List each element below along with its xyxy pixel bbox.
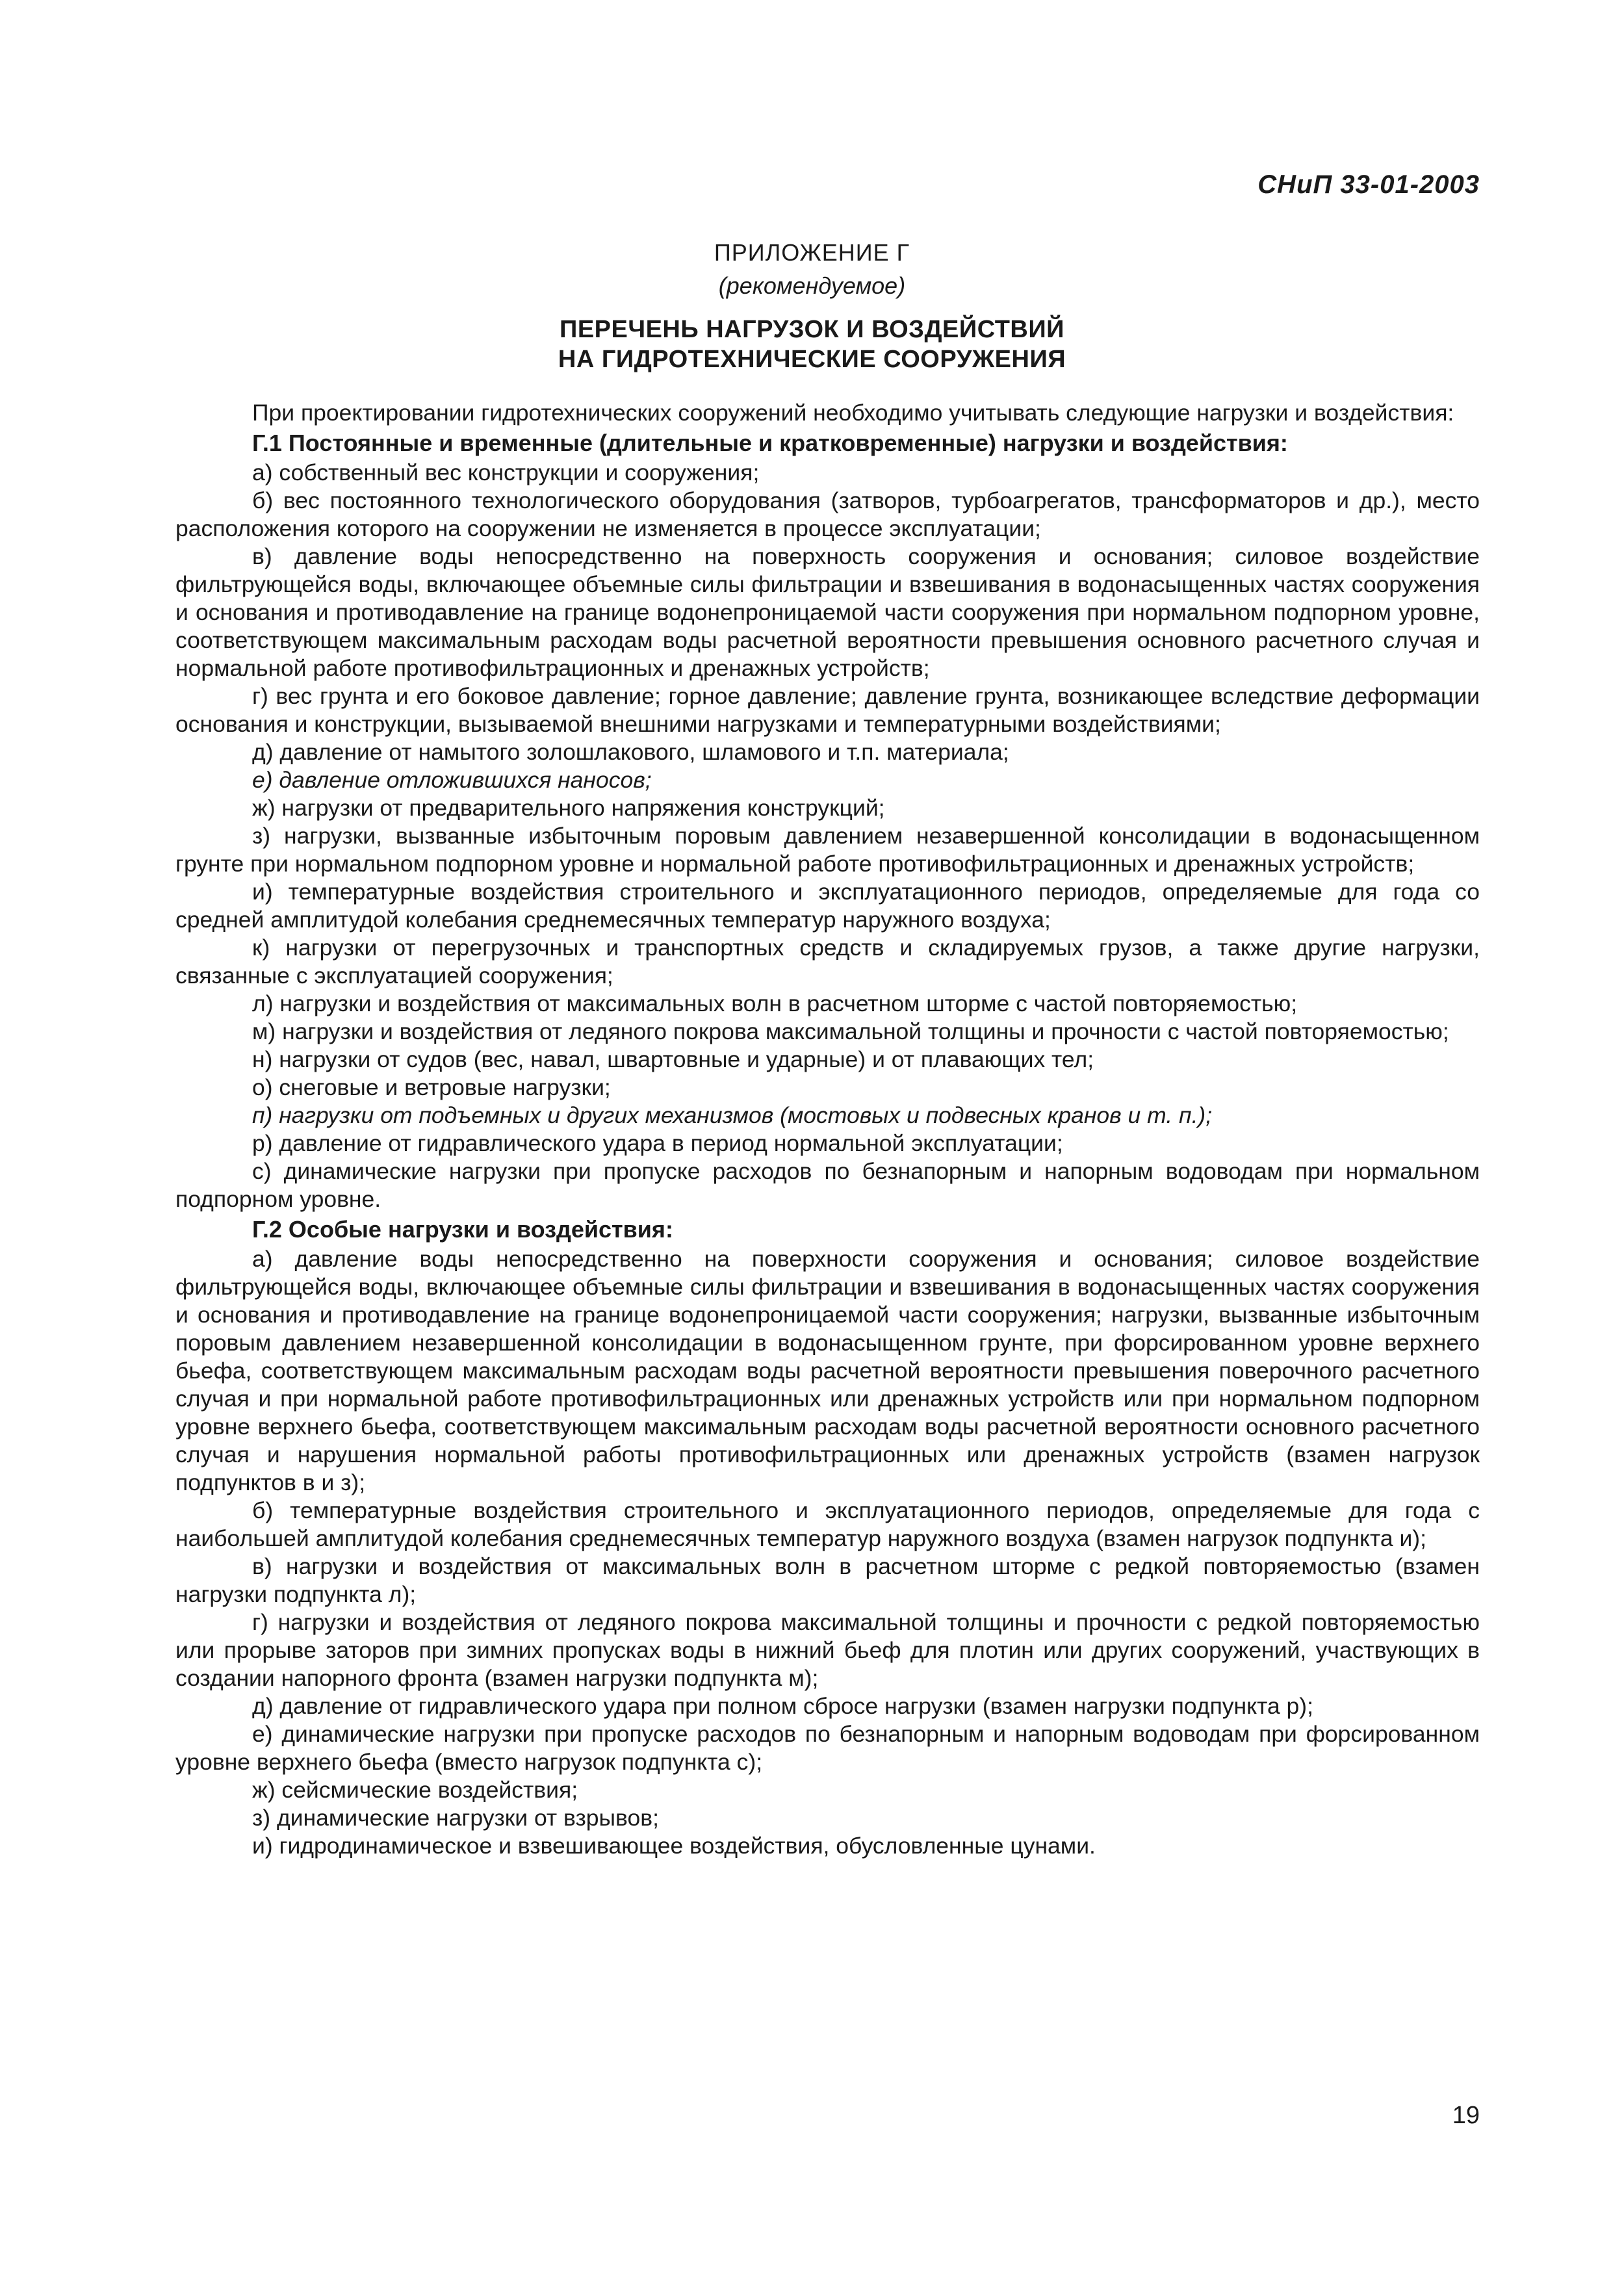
list-item: и) гидродинамическое и взвешивающее воздействия, обусловленные цунами. bbox=[252, 1833, 1096, 1859]
section-1-heading: Г.1 Постоянные и временные (длительные и кратковременные) нагрузки и воздействия: bbox=[252, 430, 1288, 456]
list-item: е) динамические нагрузки при пропуске расходов по безнапорным и напорным водоводам при форсированном уровне верхнего бьефа (вместо нагрузок подпункта с); bbox=[175, 1721, 1480, 1775]
annex-title-line-2: НА ГИДРОТЕХНИЧЕСКИЕ СООРУЖЕНИЯ bbox=[558, 346, 1066, 373]
list-item: а) давление воды непосредственно на поверхности сооружения и основания; силовое воздействие фильтрующейся воды, включающее объемные силы фильтрации и взвешивания в водонасыщенных частях сооружения и основания и противодавление на границе водонепроницаемой части сооружения; нагрузки, вызванные избыточным поровым давлением незавершенной консолидации в водонасыщенном грунте, при форсированном уровне верхнего бьефа, соответствующем максимальным расходам воды расчетной вероятности превышения поверочного расчетного случая и при нормальной работе противофильтрационных или дренажных устройств или при нормальном подпорном уровне верхнего бьефа, соответствующем максимальным расходам воды расчетной вероятности основного расчетного случая и нарушения нормальной работы противофильтрационных или дренажных устройств (взамен нагрузок подпунктов в и з); bbox=[175, 1246, 1480, 1495]
list-item: г) нагрузки и воздействия от ледяного покрова максимальной толщины и прочности с редкой повторяемостью или прорыве заторов при зимних пропусках воды в нижний бьеф для плотин или других сооружений, участвующих в создании напорного фронта (взамен нагрузки подпункта м); bbox=[175, 1609, 1480, 1691]
list-item: р) давление от гидравлического удара в период нормальной эксплуатации; bbox=[252, 1130, 1063, 1156]
document-code: СНиП 33-01-2003 bbox=[1257, 170, 1480, 199]
list-item: г) вес грунта и его боковое давление; горное давление; давление грунта, возникающее вследствие деформации основания и конструкции, вызываемой внешними нагрузками и температурными воздействиями; bbox=[175, 683, 1480, 737]
list-item: з) нагрузки, вызванные избыточным поровым давлением незавершенной консолидации в водонасыщенном грунте при нормальном подпорном уровне и нормальной работе противофильтрационных и дренажных устройств; bbox=[175, 823, 1480, 877]
list-item: м) нагрузки и воздействия от ледяного покрова максимальной толщины и прочности с частой повторяемостью; bbox=[252, 1018, 1449, 1044]
page-number: 19 bbox=[1452, 2102, 1480, 2129]
list-item: д) давление от намытого золошлакового, шламового и т.п. материала; bbox=[252, 739, 1009, 765]
list-item: с) динамические нагрузки при пропуске расходов по безнапорным и напорным водоводам при нормальном подпорном уровне. bbox=[175, 1158, 1480, 1212]
list-item: з) динамические нагрузки от взрывов; bbox=[252, 1805, 659, 1831]
annex-status: (рекомендуемое) bbox=[718, 272, 906, 299]
list-item: ж) нагрузки от предварительного напряжения конструкций; bbox=[252, 795, 885, 821]
list-item: л) нагрузки и воздействия от максимальных волн в расчетном шторме с частой повторяемостью; bbox=[252, 990, 1298, 1016]
list-item: в) нагрузки и воздействия от максимальных волн в расчетном шторме с редкой повторяемостью (взамен нагрузки подпункта л); bbox=[175, 1553, 1480, 1607]
intro-paragraph: При проектировании гидротехнических сооружений необходимо учитывать следующие нагрузки и воздействия: bbox=[252, 400, 1454, 426]
list-item: п) нагрузки от подъемных и других механизмов (мостовых и подвесных кранов и т. п.); bbox=[252, 1102, 1213, 1128]
list-item: е) давление отложившихся наносов; bbox=[252, 767, 652, 793]
annex-label: ПРИЛОЖЕНИЕ Г bbox=[714, 239, 910, 266]
list-item: б) температурные воздействия строительного и эксплуатационного периодов, определяемые для года с наибольшей амплитудой колебания среднемесячных температур наружного воздуха (взамен нагрузок подпункта и); bbox=[175, 1497, 1480, 1551]
list-item: д) давление от гидравлического удара при полном сбросе нагрузки (взамен нагрузки подпункта р); bbox=[252, 1693, 1313, 1719]
document-body bbox=[175, 399, 1480, 1860]
list-item: и) температурные воздействия строительного и эксплуатационного периодов, определяемые для года со средней амплитудой колебания среднемесячных температур наружного воздуха; bbox=[175, 879, 1480, 933]
section-2-heading: Г.2 Особые нагрузки и воздействия: bbox=[252, 1216, 673, 1243]
list-item: ж) сейсмические воздействия; bbox=[252, 1777, 578, 1803]
annex-title-line-1: ПЕРЕЧЕНЬ НАГРУЗОК И ВОЗДЕЙСТВИЙ bbox=[560, 316, 1064, 343]
list-item: в) давление воды непосредственно на поверхность сооружения и основания; силовое воздействие фильтрующейся воды, включающее объемные силы фильтрации и взвешивания в водонасыщенных частях сооружения и основания и противодавление на границе водонепроницаемой части сооружения при нормальном подпорном уровне, соответствующем максимальным расходам воды расчетной вероятности превышения основного расчетного случая и нормальной работе противофильтрационных и дренажных устройств; bbox=[175, 543, 1480, 681]
list-item: к) нагрузки от перегрузочных и транспортных средств и складируемых грузов, а также другие нагрузки, связанные с эксплуатацией сооружения; bbox=[175, 935, 1480, 988]
list-item: н) нагрузки от судов (вес, навал, швартовные и ударные) и от плавающих тел; bbox=[252, 1046, 1094, 1072]
list-item: б) вес постоянного технологического оборудования (затворов, турбоагрегатов, трансформаторов и др.), место расположения которого на сооружении не изменяется в процессе эксплуатации; bbox=[175, 487, 1480, 541]
list-item: а) собственный вес конструкции и сооружения; bbox=[252, 459, 760, 485]
annex-title bbox=[0, 315, 1624, 374]
list-item: о) снеговые и ветровые нагрузки; bbox=[252, 1074, 611, 1100]
